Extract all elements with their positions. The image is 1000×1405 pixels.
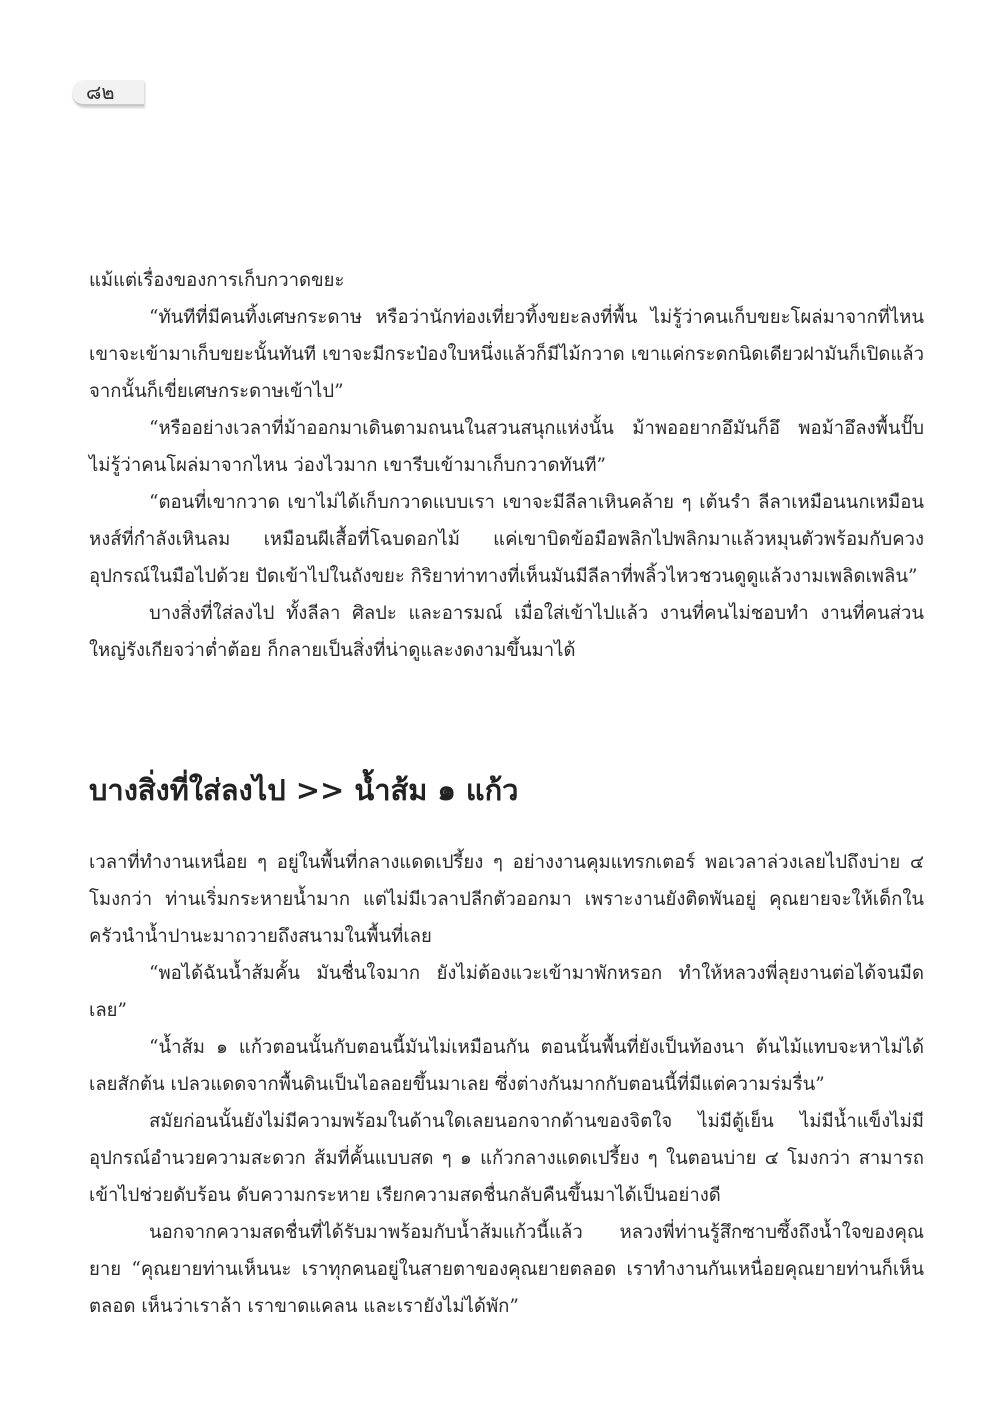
- paragraph: เวลาที่ทำงานเหนื่อย ๆ อยู่ในพื้นที่กลางแดดเปรี้ยง ๆ อย่างงานคุมแทรกเตอร์ พอเวลาล่วงเลยไปถึงบ่าย ๔ โมงกว่า ท่านเริ่มกระหายน้ำมาก แต่ไม่มีเวลาปลีกตัวออกมา เพราะงานยังติดพันอยู่ คุณยายจะให้เด็กในครัวนำน้ำปานะมาถวายถึงสนามในพื้นที่เลย: [89, 852, 924, 947]
- paragraph: แม้แต่เรื่องของการเก็บกวาดขยะ: [89, 270, 345, 291]
- paragraph: บางสิ่งที่ใส่ลงไป ทั้งลีลา ศิลปะ และอารมณ์ เมื่อใส่เข้าไปแล้ว งานที่คนไม่ชอบทำ งานที่คนส่วนใหญ่รังเกียจว่าต่ำต้อย ก็กลายเป็นสิ่งที่น่าดูและงดงามขึ้นมาได้: [89, 603, 924, 661]
- paragraph: “ทันทีที่มีคนทิ้งเศษกระดาษ หรือว่านักท่องเที่ยวทิ้งขยะลงที่พื้น ไม่รู้ว่าคนเก็บขยะโผล่มาจากที่ไหน เขาจะเข้ามาเก็บขยะนั้นทันที เขาจะมีกระป๋องใบหนึ่งแล้วก็มีไม้กวาด เขาแค่กระดกนิดเดียวฝามันก็เปิดแล้ว จากนั้นก็เขี่ยเศษกระดาษเข้าไป”: [89, 307, 924, 402]
- paragraph: “น้ำส้ม ๑ แก้วตอนนั้นกับตอนนี้มันไม่เหมือนกัน ตอนนั้นพื้นที่ยังเป็นท้องนา ต้นไม้แทบจะหาไม่ได้เลยสักต้น เปลวแดดจากพื้นดินเป็นไอลอยขึ้นมาเลย ซึ่งต่างกันมากกับตอนนี้ที่มีแต่ความร่มรื่น”: [89, 1037, 924, 1095]
- section-2-text: [89, 844, 924, 1325]
- paragraph: สมัยก่อนนั้นยังไม่มีความพร้อมในด้านใดเลยนอกจากด้านของจิตใจ ไม่มีตู้เย็น ไม่มีน้ำแข็งไม่มีอุปกรณ์อำนวยความสะดวก ส้มที่คั้นแบบสด ๆ ๑ แก้วกลางแดดเปรี้ยง ๆ ในตอนบ่าย ๔ โมงกว่า สามารถเข้าไปช่วยดับร้อน ดับความกระหาย เรียกความสดชื่นกลับคืนขึ้นมาได้เป็นอย่างดี: [89, 1111, 924, 1206]
- paragraph: นอกจากความสดชื่นที่ได้รับมาพร้อมกับน้ำส้มแก้วนี้แล้ว หลวงพี่ท่านรู้สึกซาบซึ้งถึงน้ำใจของคุณยาย “คุณยายท่านเห็นนะ เราทุกคนอยู่ในสายตาของคุณยายตลอด เราทำงานกันเหนื่อยคุณยายท่านก็เห็นตลอด เห็นว่าเราล้า เราขาดแคลน และเรายังไม่ได้พัก”: [89, 1222, 924, 1317]
- section-heading: บางสิ่งที่ใส่ลงไป >> น้ำส้ม ๑ แก้ว: [89, 773, 519, 807]
- paragraph: “หรืออย่างเวลาที่ม้าออกมาเดินตามถนนในสวนสนุกแห่งนั้น ม้าพออยากอึมันก็อึ พอม้าอึลงพื้นปั๊บ ไม่รู้ว่าคนโผล่มาจากไหน ว่องไวมาก เขารีบเข้ามาเก็บกวาดทันที”: [89, 418, 924, 476]
- paragraph: “ตอนที่เขากวาด เขาไม่ได้เก็บกวาดแบบเรา เขาจะมีลีลาเหินคล้าย ๆ เต้นรำ ลีลาเหมือนนกเหมือนหงส์ที่กำลังเหินลม เหมือนผีเสื้อที่โฉบดอกไม้ แค่เขาบิดข้อมือพลิกไปพลิกมาแล้วหมุนตัวพร้อมกับควงอุปกรณ์ในมือไปด้วย ปัดเข้าไปในถังขยะ กิริยาท่าทางที่เห็นมันมีลีลาที่พลิ้วไหวชวนดูดูแล้วงามเพลิดเพลิน”: [89, 492, 924, 587]
- paragraph: “พอได้ฉันน้ำส้มคั้น มันชื่นใจมาก ยังไม่ต้องแวะเข้ามาพักหรอก ทำให้หลวงพี่ลุยงานต่อได้จนมืดเลย”: [89, 963, 924, 1021]
- section-1-text: [89, 262, 924, 669]
- page-number: ๘๒: [86, 80, 115, 104]
